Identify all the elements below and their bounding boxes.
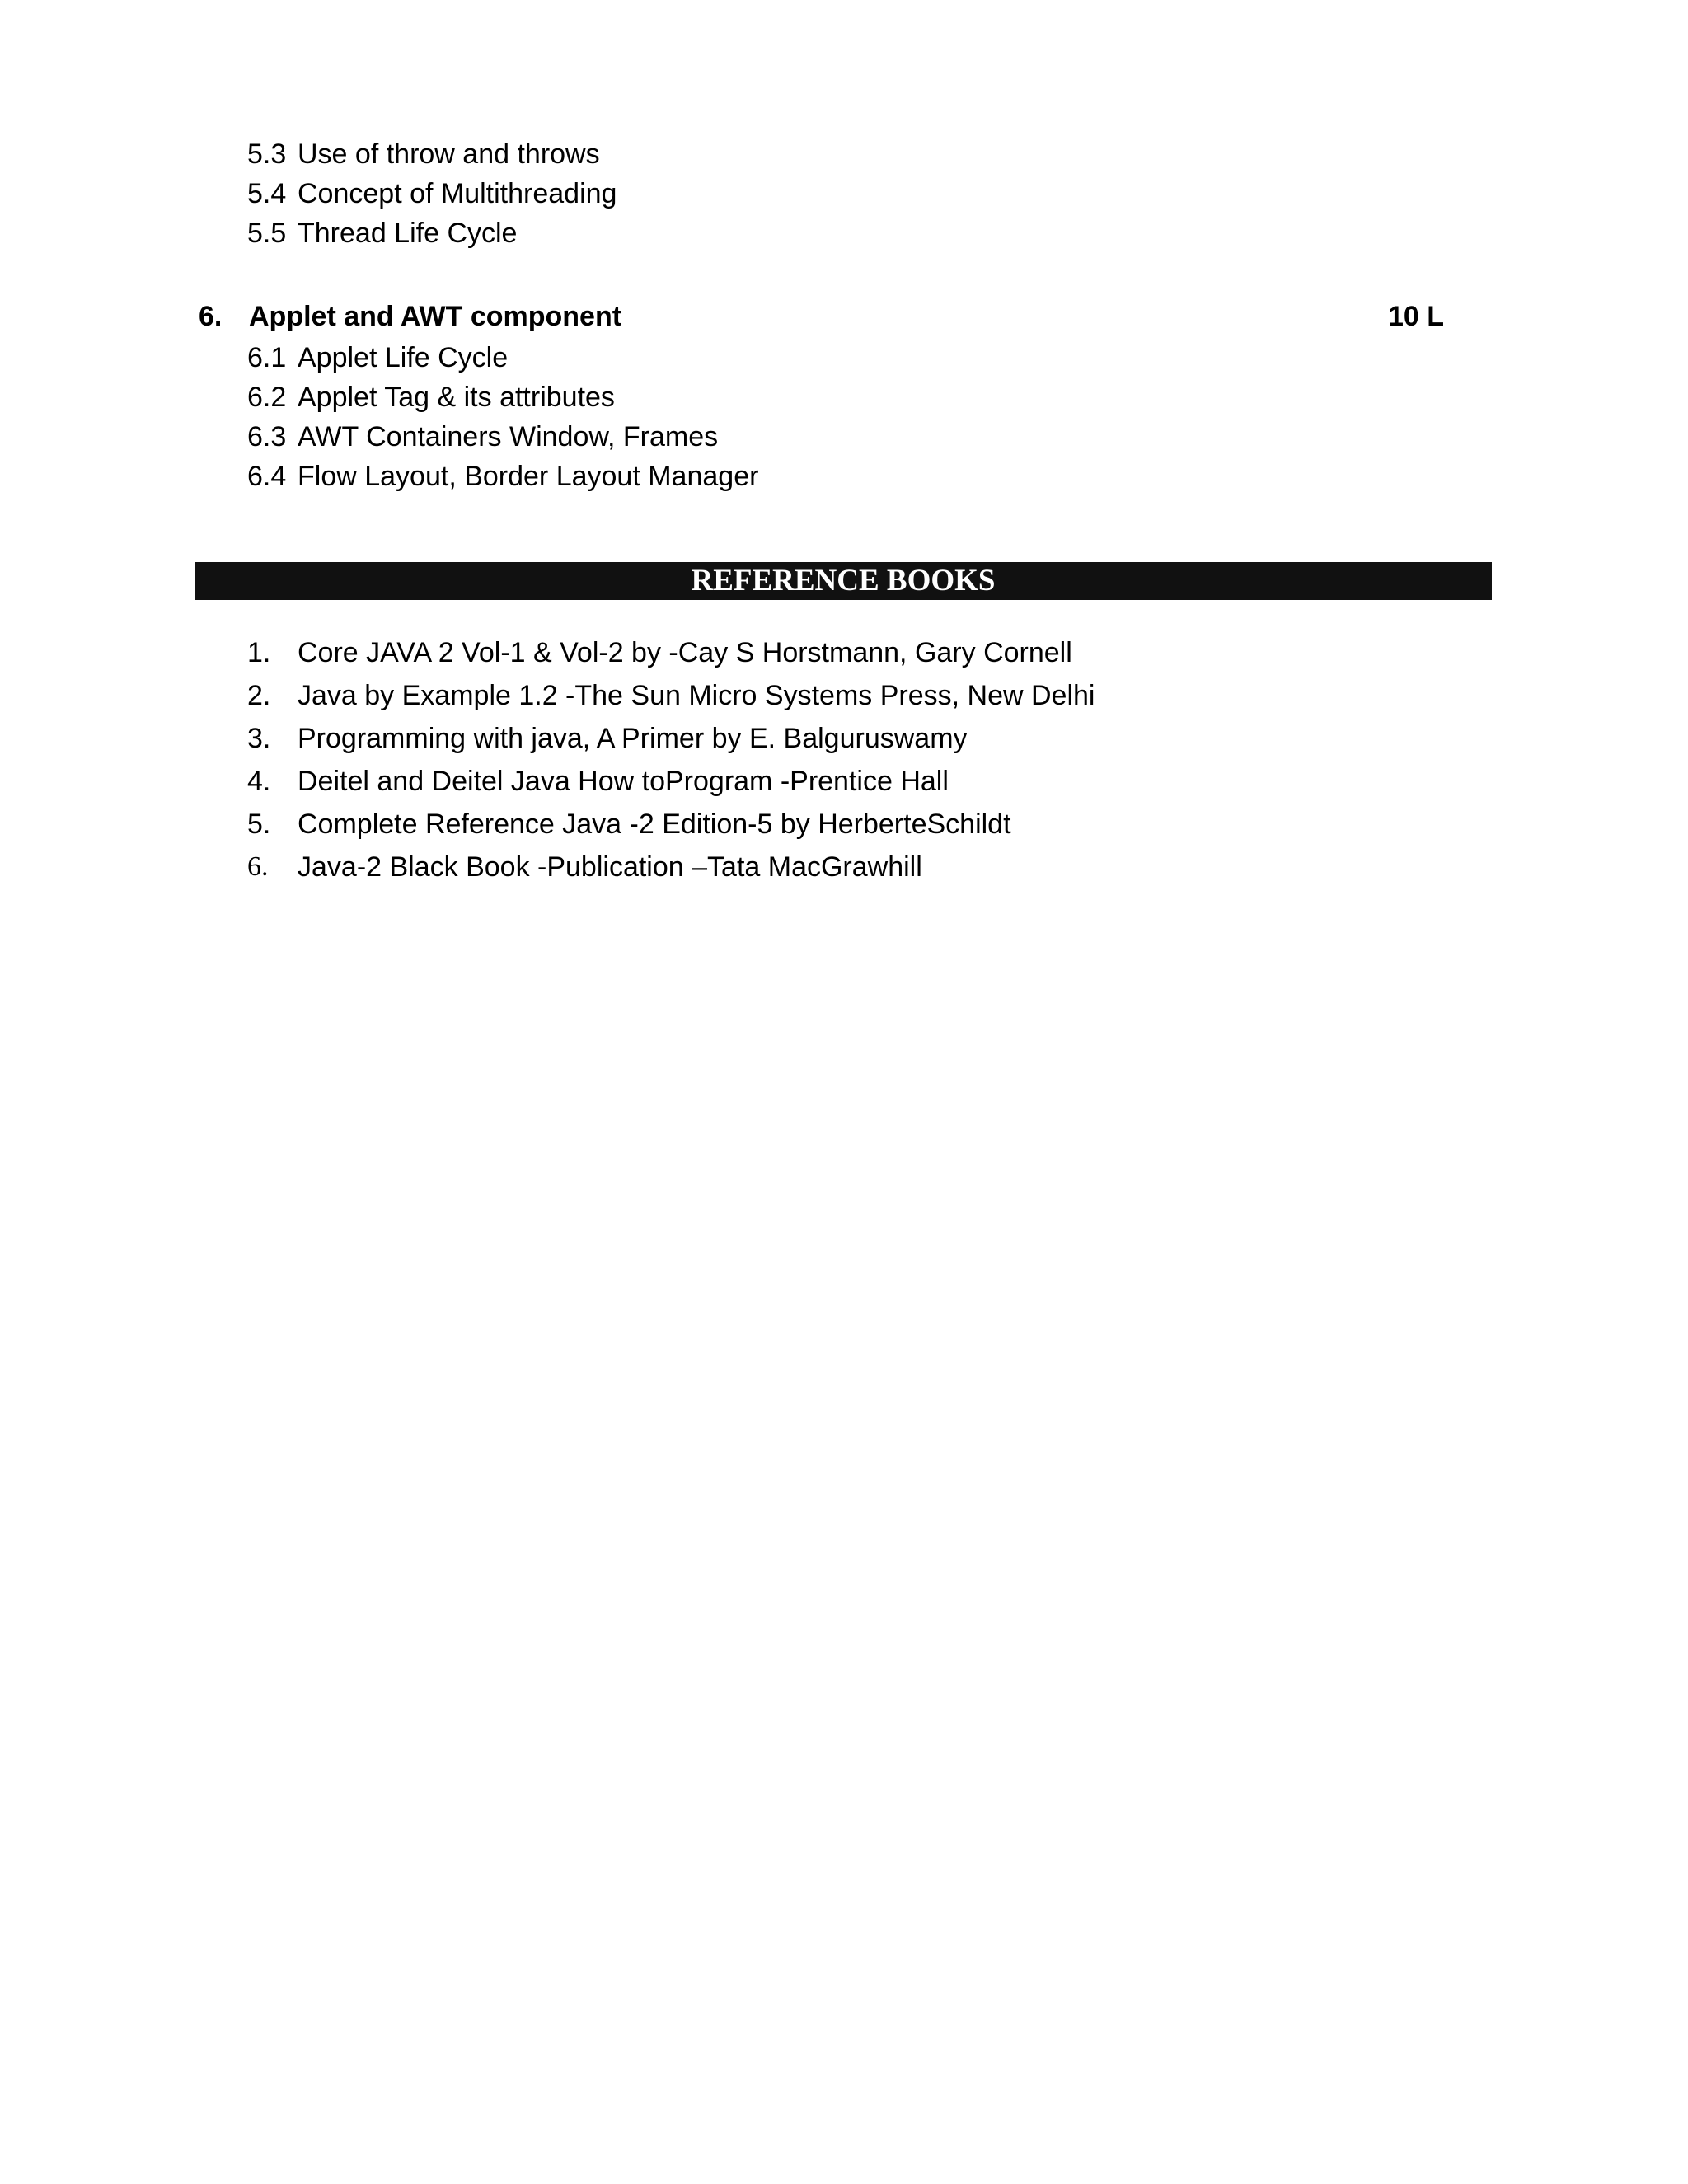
unit6-title: Applet and AWT component — [249, 301, 622, 332]
item-number: 5.5 — [247, 218, 287, 249]
item-text: Thread Life Cycle — [298, 218, 518, 249]
book-title-1: Core JAVA 2 Vol-1 & Vol-2 by -Cay S Horstmann, Gary Cornell — [298, 637, 1072, 668]
item-number: 5.3 — [247, 138, 287, 170]
item-number: 6.2 — [247, 382, 287, 413]
book-title-3: Programming with java, A Primer by E. Balguruswamy — [298, 723, 968, 754]
unit6-number: 6. — [199, 301, 223, 332]
item-text: Use of throw and throws — [298, 138, 600, 170]
item-text: Applet Tag & its attributes — [298, 382, 615, 413]
book-title-2: Java by Example 1.2 -The Sun Micro Systems Press, New Delhi — [298, 680, 1095, 711]
reference-books-heading: REFERENCE BOOKS — [195, 562, 1492, 600]
item-number: 6.1 — [247, 342, 287, 373]
book-number-5: 5. — [247, 808, 271, 840]
unit6-item-2 — [247, 381, 615, 414]
book-number-4: 4. — [247, 766, 271, 797]
book-number-3: 3. — [247, 723, 271, 754]
item-number: 6.3 — [247, 421, 287, 452]
book-title-4: Deitel and Deitel Java How toProgram -Prentice Hall — [298, 766, 949, 797]
item-text: AWT Containers Window, Frames — [298, 421, 719, 452]
unit6-item-1 — [247, 341, 508, 374]
unit6-item-4 — [247, 460, 758, 493]
book-number-2: 2. — [247, 680, 271, 711]
unit5-item-3 — [247, 138, 600, 171]
item-number: 6.4 — [247, 461, 287, 492]
book-title-6: Java-2 Black Book -Publication –Tata MacGrawhill — [298, 851, 922, 883]
unit6-hours: 10 L — [1388, 301, 1445, 332]
unit5-item-5 — [247, 217, 517, 250]
book-title-5: Complete Reference Java -2 Edition-5 by HerberteSchildt — [298, 808, 1011, 840]
unit6-item-3 — [247, 420, 718, 453]
unit5-item-4 — [247, 177, 617, 210]
book-number-6: 6. — [247, 851, 269, 882]
item-text: Flow Layout, Border Layout Manager — [298, 461, 759, 492]
item-number: 5.4 — [247, 178, 287, 209]
item-text: Concept of Multithreading — [298, 178, 617, 209]
item-text: Applet Life Cycle — [298, 342, 509, 373]
book-number-1: 1. — [247, 637, 271, 668]
